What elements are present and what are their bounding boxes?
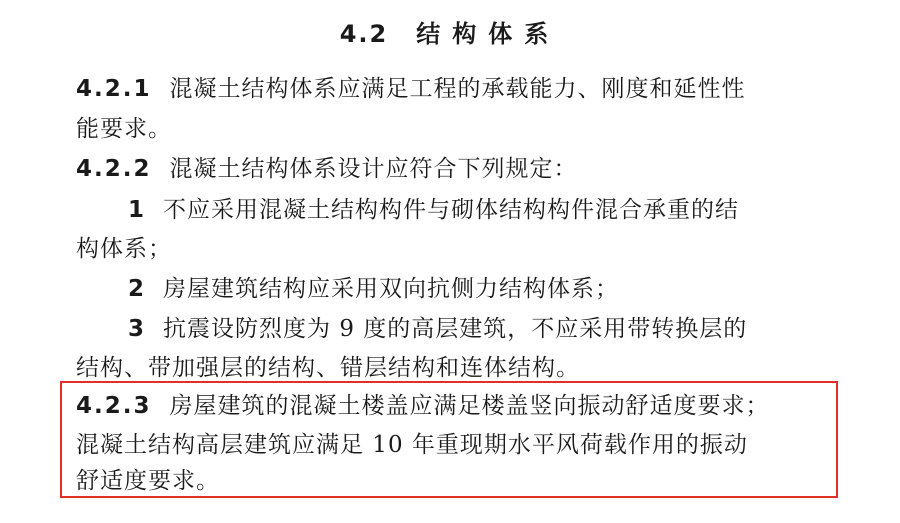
clause-text: 混凝土结构体系设计应符合下列规定： [169,156,578,182]
item-text: 抗震设防烈度为 9 度的高层建筑，不应采用带转换层的 [163,316,748,342]
clause-number: 4.2.3 [76,393,152,419]
clause-4-2-3-line-2 [76,434,748,457]
clause-text: 混凝土结构体系应满足工程的承载能力、刚度和延性性 [169,76,746,102]
clause-text: 混凝土结构高层建筑应满足 10 年重现期水平风荷载作用的振动 [76,432,748,458]
section-number: 4.2 [339,20,389,48]
clause-4-2-2-line-1 [76,158,578,181]
item-text: 结构、带加强层的结构、错层结构和连体结构。 [76,355,580,381]
section-heading [0,14,900,49]
item-text: 房屋建筑结构应采用双向抗侧力结构体系； [163,276,620,302]
list-item-1-line-1 [128,199,739,222]
list-item-1-line-2 [76,238,172,261]
clause-4-2-1-line-1 [76,78,746,101]
list-item-3-line-2 [76,357,580,380]
item-number: 1 [128,197,146,223]
item-number: 3 [128,316,146,342]
clause-text: 舒适度要求。 [76,468,220,494]
item-number: 2 [128,276,146,302]
clause-number: 4.2.2 [76,156,152,182]
clause-text: 能要求。 [76,116,172,142]
clause-number: 4.2.1 [76,76,152,102]
section-title: 结构体系 [416,20,561,48]
clause-4-2-3-line-1 [76,395,770,418]
item-text: 不应采用混凝土结构构件与砌体结构构件混合承重的结 [163,197,740,223]
clause-text: 房屋建筑的混凝土楼盖应满足楼盖竖向振动舒适度要求； [169,393,770,419]
list-item-2-line-1 [128,278,619,301]
clause-4-2-1-line-2 [76,118,172,141]
item-text: 构体系； [76,236,172,262]
list-item-3-line-1 [128,318,747,341]
clause-4-2-3-line-3 [76,470,220,493]
